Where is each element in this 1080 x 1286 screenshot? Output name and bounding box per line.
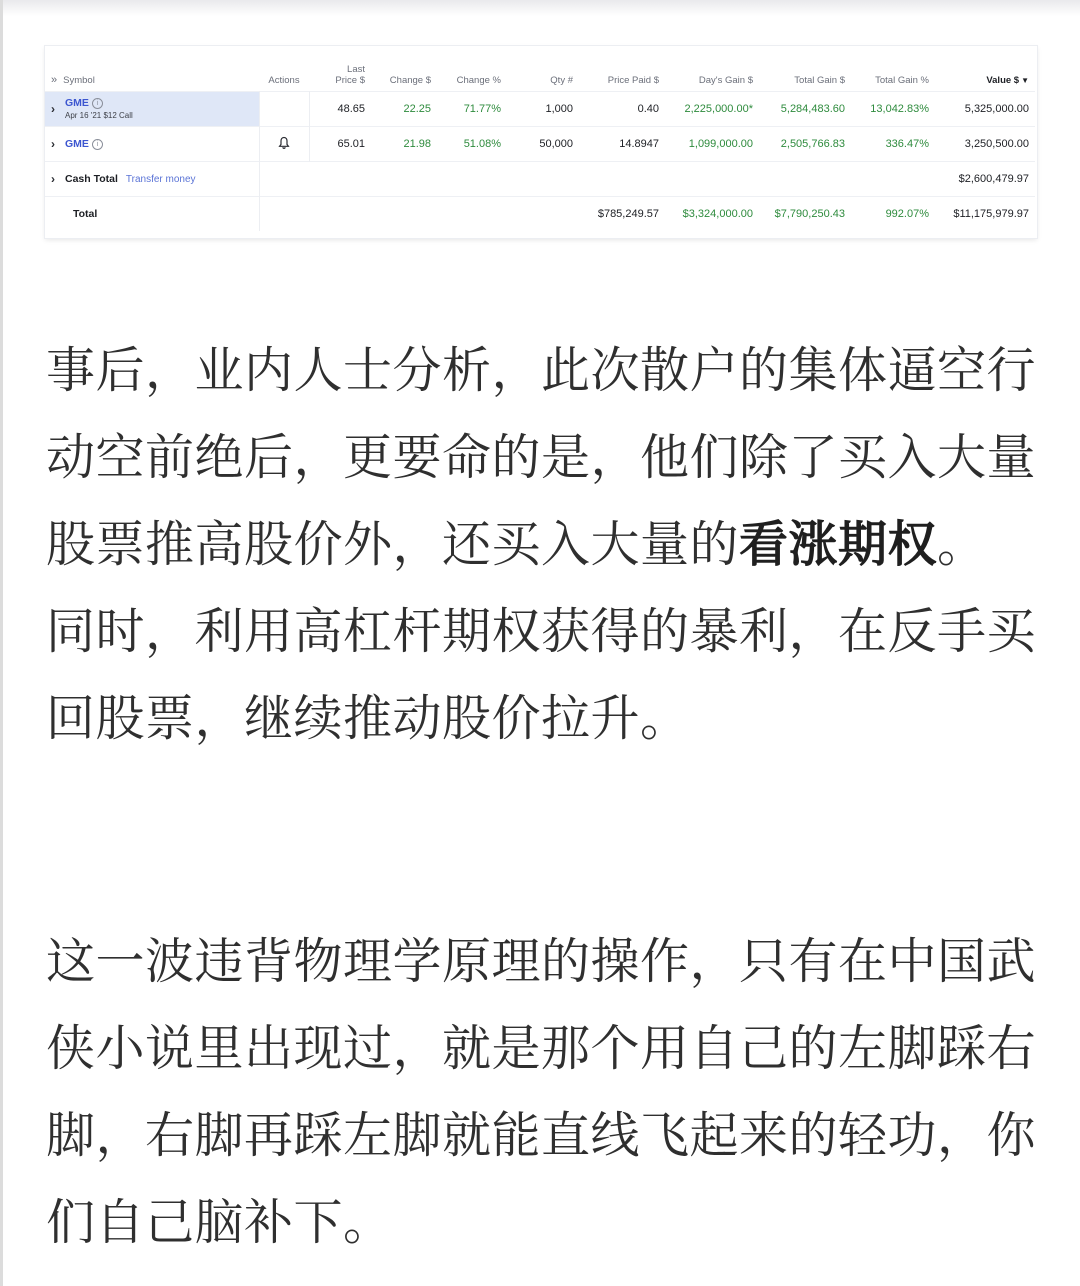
caret-down-icon[interactable]: ▼ — [1021, 76, 1029, 85]
qty-cell: 50,000 — [507, 127, 579, 162]
total-value-cell: $11,175,979.97 — [935, 197, 1035, 232]
actions-cell — [259, 127, 309, 162]
ticker-link[interactable]: GME — [65, 96, 89, 109]
change-pct-cell: 71.77% — [437, 92, 507, 127]
transfer-money-link[interactable]: Transfer money — [125, 173, 196, 185]
option-description: Apr 16 '21 $12 Call — [65, 110, 133, 120]
total-row — [45, 197, 1035, 232]
price-paid-header[interactable]: Price Paid $ — [607, 75, 659, 86]
chevron-right-icon[interactable]: › — [51, 172, 55, 186]
ticker-link[interactable]: GME — [65, 138, 89, 150]
total-gain-pct-cell: 13,042.83% — [851, 92, 935, 127]
bold-term: 看涨期权 — [739, 516, 938, 573]
cash-value-cell: $2,600,479.97 — [935, 162, 1035, 197]
total-gain-cell: 5,284,483.60 — [759, 92, 851, 127]
symbol-cell[interactable] — [45, 127, 259, 162]
paragraph-text: 事后，业内人士分析，此次散户的集体逼空行动空前绝后，更要命的是，他们除了买入大量股票推高股价外，还买入大量的 — [46, 342, 1037, 573]
cash-total-label: Cash Total — [65, 173, 118, 185]
total-gain-pct-header[interactable]: Total Gain % — [875, 75, 929, 86]
cash-row[interactable] — [45, 162, 1035, 197]
change-cell: 21.98 — [371, 127, 437, 162]
cash-label-cell[interactable] — [45, 162, 259, 197]
value-cell: 3,250,500.00 — [935, 127, 1035, 162]
top-strip — [0, 0, 1080, 16]
chevron-right-icon[interactable]: › — [51, 102, 55, 116]
price-paid-cell: 0.40 — [579, 92, 665, 127]
portfolio-table — [45, 60, 1035, 231]
actions-header: Actions — [268, 75, 300, 86]
value-cell: 5,325,000.00 — [935, 92, 1035, 127]
days-gain-header[interactable]: Day's Gain $ — [698, 75, 753, 86]
total-gain-cell: 2,505,766.83 — [759, 127, 851, 162]
symbol-header[interactable]: » Symbol — [51, 74, 95, 86]
change-header[interactable]: Change $ — [389, 75, 431, 86]
chevron-right-icon[interactable]: › — [51, 137, 55, 151]
last-price-cell: 65.01 — [309, 127, 371, 162]
article-paragraph-1 — [46, 327, 1036, 762]
price-paid-cell: 14.8947 — [579, 127, 665, 162]
change-pct-cell: 51.08% — [437, 127, 507, 162]
qty-header[interactable]: Qty # — [550, 75, 573, 86]
table-header-row — [45, 60, 1035, 92]
total-gain-pct-cell: 336.47% — [851, 127, 935, 162]
cash-empty-cell — [259, 162, 935, 197]
total-gain-pct-cell: 992.07% — [851, 197, 935, 232]
table-row[interactable] — [45, 127, 1035, 162]
qty-cell: 1,000 — [507, 92, 579, 127]
total-label-cell: Total — [45, 197, 259, 232]
info-circle-icon[interactable]: i — [92, 98, 103, 109]
total-days-gain-cell: $3,324,000.00 — [665, 197, 759, 232]
total-empty-cell — [259, 197, 579, 232]
last-price-cell: 48.65 — [309, 92, 371, 127]
total-gain-header[interactable]: Total Gain $ — [794, 75, 845, 86]
days-gain-cell: 2,225,000.00* — [665, 92, 759, 127]
paragraph-text: 。同时，利用高杠杆期权获得的暴利，在反手买回股票，继续推动股价拉升。 — [46, 516, 1037, 747]
bell-icon[interactable] — [278, 136, 290, 150]
actions-cell — [259, 92, 309, 127]
change-cell: 22.25 — [371, 92, 437, 127]
total-total-gain-cell: $7,790,250.43 — [759, 197, 851, 232]
total-price-paid-cell: $785,249.57 — [579, 197, 665, 232]
double-chevron-right-icon[interactable]: » — [51, 74, 58, 86]
days-gain-cell: 1,099,000.00 — [665, 127, 759, 162]
symbol-cell[interactable] — [45, 92, 259, 127]
change-pct-header[interactable]: Change % — [456, 75, 501, 86]
info-circle-icon[interactable]: i — [92, 139, 103, 150]
table-row[interactable] — [45, 92, 1035, 127]
left-edge — [0, 0, 3, 1286]
article-paragraph-2: 这一波违背物理学原理的操作，只有在中国武侠小说里出现过，就是那个用自己的左脚踩右脚，右脚再踩左脚就能直线飞起来的轻功，你们自己脑补下。 — [46, 933, 1037, 1251]
value-header[interactable]: Value $ ▼ — [986, 75, 1029, 86]
portfolio-table-screenshot — [45, 46, 1037, 238]
last-price-header[interactable]: Last Price $ — [335, 64, 365, 86]
